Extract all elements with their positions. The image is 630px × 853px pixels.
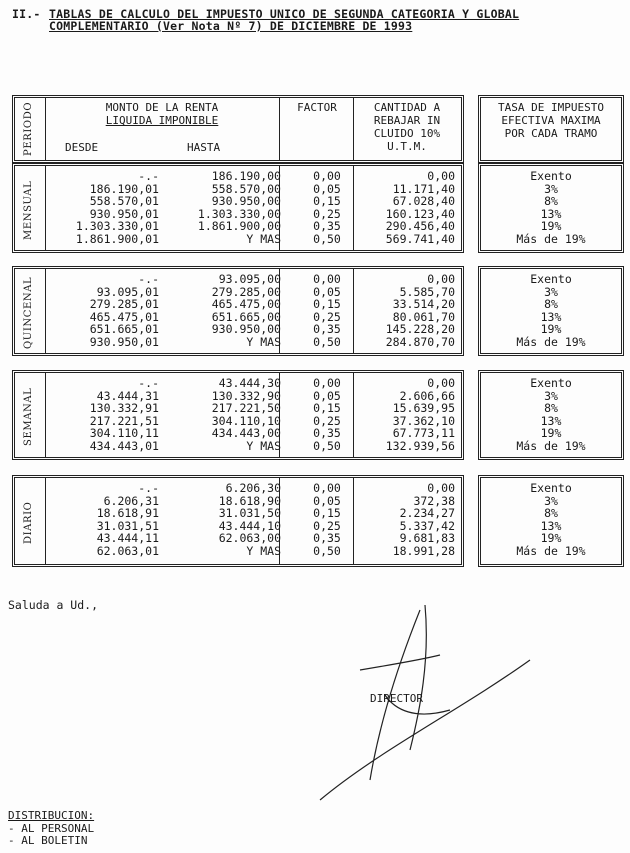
period-name: MENSUAL: [23, 180, 34, 240]
period-name: QUINCENAL: [23, 276, 34, 350]
cantidad-column: 0,00 372,38 2.234,27 5.337,42 9.681,83 18.991,28: [392, 481, 455, 558]
tasa-block-semanal: [478, 370, 624, 460]
header-tasa-line3: POR CADA TRAMO: [504, 127, 598, 140]
factor-column: 0,00 0,05 0,15 0,25 0,35 0,50: [313, 376, 341, 453]
factor-column: 0,00 0,05 0,15 0,25 0,35 0,50: [313, 272, 341, 349]
period-name: DIARIO: [23, 501, 34, 545]
distribution-block: [8, 810, 94, 848]
cantidad-column: 0,00 2.606,66 15.639,95 37.362,10 67.773,11 132.939,56: [385, 376, 455, 453]
hasta-column: 43.444,30 130.332,90 217.221,50 304.110,10 434.443,00 Y MAS: [211, 376, 281, 453]
header-monto-line2: LIQUIDA IMPONIBLE: [105, 114, 219, 127]
signature-mark: [300, 600, 540, 810]
period-block-mensual: [12, 163, 464, 253]
cantidad-column: 0,00 5.585,70 33.514,20 80.061,70 145.228,20 284.870,70: [385, 272, 455, 349]
period-block-quincenal: [12, 266, 464, 356]
tasa-block-diario: [478, 475, 624, 567]
distribution-item: - AL BOLETIN: [8, 834, 88, 847]
header-periodo: PERIODO: [23, 101, 34, 156]
distribution-title: DISTRIBUCION:: [8, 809, 95, 822]
distribution-item: - AL PERSONAL: [8, 821, 95, 835]
header-hasta: HASTA: [187, 141, 221, 154]
heading-line-2: COMPLEMENTARIO (Ver Nota Nº 7) DE DICIEMBRE DE 1993: [49, 19, 413, 33]
factor-column: 0,00 0,05 0,15 0,25 0,35 0,50: [313, 481, 341, 558]
hasta-column: 186.190,00 558.570,00 930.950,00 1.303.330,00 1.861.900,00 Y MAS: [197, 169, 281, 246]
header-tasa-line1: TASA DE IMPUESTO: [498, 101, 604, 114]
desde-column: -.- 186.190,01 558.570,01 930.950,01 1.303.330,01 1.861.900,01: [75, 169, 159, 246]
table-header: [12, 95, 464, 163]
tasa-block-quincenal: [478, 266, 624, 356]
tasa-column: Exento 3% 8% 13% 19% Más de 19%: [516, 272, 586, 349]
director-title: DIRECTOR: [370, 692, 423, 705]
tasa-column: Exento 3% 8% 13% 19% Más de 19%: [516, 376, 586, 453]
header-tasa-line2: EFECTIVA MAXIMA: [501, 114, 601, 127]
header-cantidad-line2: REBAJAR IN: [373, 114, 441, 127]
header-desde: DESDE: [65, 141, 99, 154]
header-monto-line1: MONTO DE LA RENTA: [105, 101, 219, 114]
factor-column: 0,00 0,05 0,15 0,25 0,35 0,50: [313, 169, 341, 246]
header-cantidad-line3: CLUIDO 10%: [373, 127, 441, 140]
header-cantidad-line1: CANTIDAD A: [373, 101, 441, 114]
period-name: SEMANAL: [23, 387, 34, 447]
closing-text: Saluda a Ud.,: [8, 598, 99, 612]
desde-column: -.- 6.206,31 18.618,91 31.031,51 43.444,11 62.063,01: [96, 481, 159, 558]
tasa-header: [478, 95, 624, 163]
period-block-diario: [12, 475, 464, 567]
header-cantidad-line4: U.T.M.: [387, 140, 427, 153]
hasta-column: 6.206,30 18.618,90 31.031,50 43.444,10 62.063,00 Y MAS: [218, 481, 281, 558]
desde-column: -.- 43.444,31 130.332,91 217.221,51 304.110,11 434.443,01: [89, 376, 159, 453]
hasta-column: 93.095,00 279.285,00 465.475,00 651.665,00 930.950,00 Y MAS: [211, 272, 281, 349]
header-factor: FACTOR: [297, 101, 337, 114]
heading-line-1: TABLAS DE CALCULO DEL IMPUESTO UNICO DE SEGUNDA CATEGORIA Y GLOBAL: [49, 7, 520, 21]
cantidad-column: 0,00 11.171,40 67.028,40 160.123,40 290.456,40 569.741,40: [385, 169, 455, 246]
period-block-semanal: [12, 370, 464, 460]
section-number: II.-: [12, 7, 41, 21]
tasa-column: Exento 3% 8% 13% 19% Más de 19%: [516, 169, 586, 246]
desde-column: -.- 93.095,01 279.285,01 465.475,01 651.665,01 930.950,01: [89, 272, 159, 349]
tasa-block-mensual: [478, 163, 624, 253]
tasa-column: Exento 3% 8% 13% 19% Más de 19%: [516, 481, 586, 558]
